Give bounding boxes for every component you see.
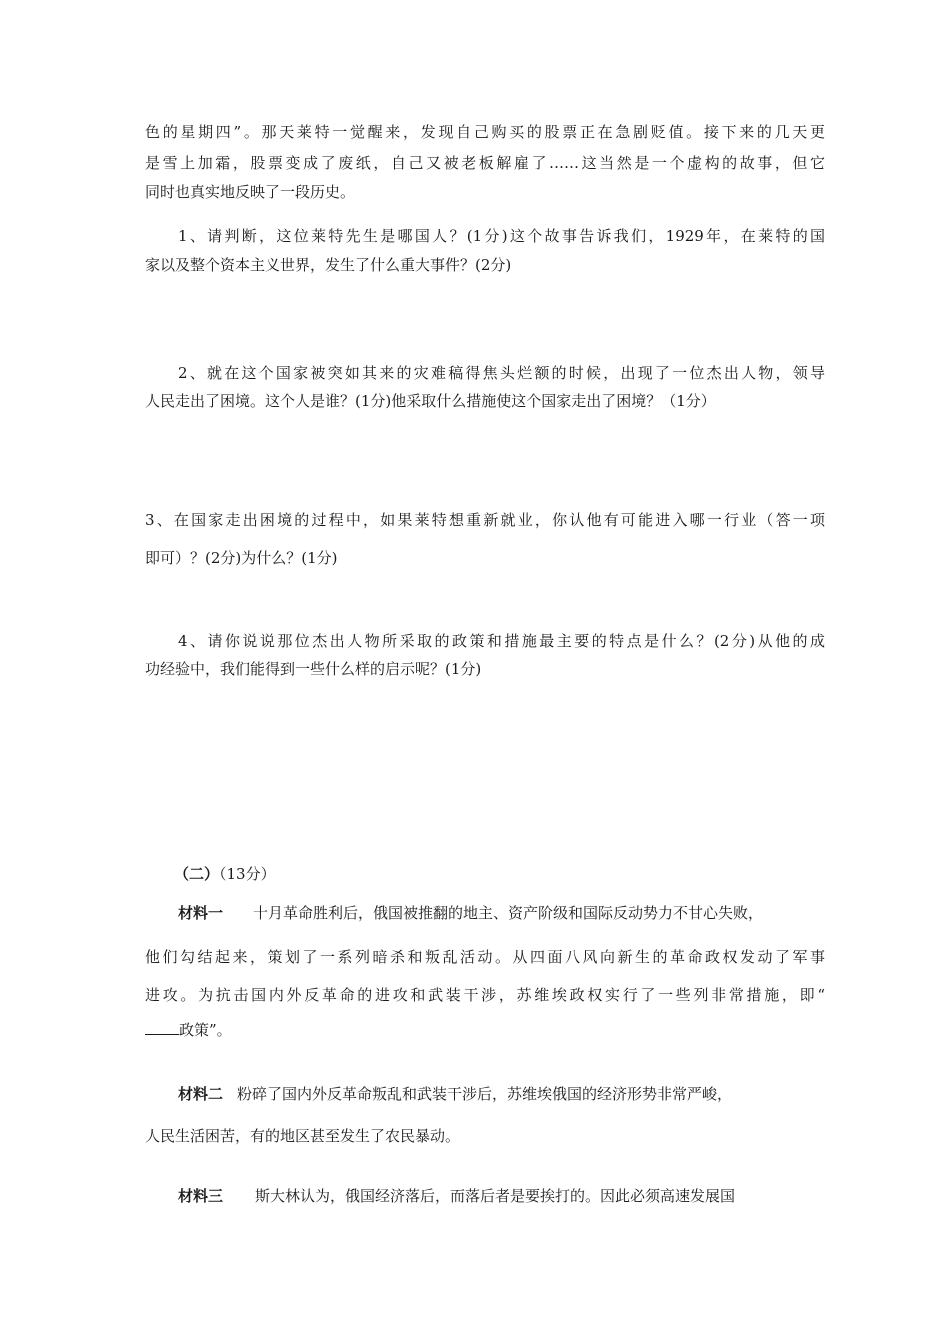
answer-blank xyxy=(145,1020,179,1035)
material-1-line-4 xyxy=(145,1020,825,1040)
material-2-line-2: 人民生活困苦，有的地区甚至发生了农民暴动。 xyxy=(145,1127,461,1145)
material-1-line-3: 进攻。为抗击国内外反革命的进攻和武装干涉，苏维埃政权实行了一些列非常措施，即“ xyxy=(145,986,825,1004)
question-3-line-2: 即可）？(2分)为什么？(1分) xyxy=(145,549,338,567)
intro-line-1: 色的星期四”。那天莱特一觉醒来，发现自己购买的股票正在急剧贬值。接下来的几天更 xyxy=(145,123,825,141)
question-3-line-1: 3、在国家走出困境的过程中，如果莱特想重新就业，你认他有可能进入哪一行业（答一项 xyxy=(145,511,825,529)
question-2-line-1: 2、就在这个国家被突如其来的灾难稿得焦头烂额的时候，出现了一位杰出人物，领导 xyxy=(178,364,825,382)
question-1-line-1: 1、请判断，这位莱特先生是哪国人？(1分)这个故事告诉我们，1929年，在莱特的国 xyxy=(178,227,825,245)
question-2-line-2: 人民走出了困境。这个人是谁？(1分)他采取什么措施使这个国家走出了困境？（1分） xyxy=(145,392,716,410)
material-1-line-1 xyxy=(178,903,825,923)
material-1-text: 十月革命胜利后，俄国被推翻的地主、资产阶级和国际反动势力不甘心失败， xyxy=(253,904,764,922)
section-2-heading xyxy=(174,864,474,884)
material-2-text: 粉碎了国内外反革命叛乱和武装干涉后，苏维埃俄国的经济形势非常严峻， xyxy=(237,1085,733,1103)
intro-line-2: 是雪上加霜，股票变成了废纸，自己又被老板解雇了……这当然是一个虚构的故事，但它 xyxy=(145,154,825,172)
question-4-line-1: 4、请你说说那位杰出人物所采取的政策和措施最主要的特点是什么？(2分)从他的成 xyxy=(178,632,825,650)
section-2-label: （二） xyxy=(174,865,220,883)
material-3-label: 材料三 xyxy=(178,1187,224,1205)
question-4-line-2: 功经验中，我们能得到一些什么样的启示呢？(1分) xyxy=(145,660,482,678)
material-3-line-1 xyxy=(178,1186,825,1206)
material-1-policy: 政策”。 xyxy=(179,1021,232,1039)
section-2-score: （13分） xyxy=(219,865,276,883)
question-1-line-2: 家以及整个资本主义世界，发生了什么重大事件？(2分) xyxy=(145,256,512,274)
material-2-label: 材料二 xyxy=(178,1085,224,1103)
material-2-line-1 xyxy=(178,1084,825,1104)
intro-line-3: 同时也真实地反映了一段历史。 xyxy=(145,183,356,201)
material-3-text: 斯大林认为，俄国经济落后，而落后者是要挨打的。因此必须高速发展国 xyxy=(255,1187,736,1205)
material-1-line-2: 他们勾结起来，策划了一系列暗杀和叛乱活动。从四面八风向新生的革命政权发动了军事 xyxy=(145,948,825,966)
material-1-label: 材料一 xyxy=(178,904,224,922)
